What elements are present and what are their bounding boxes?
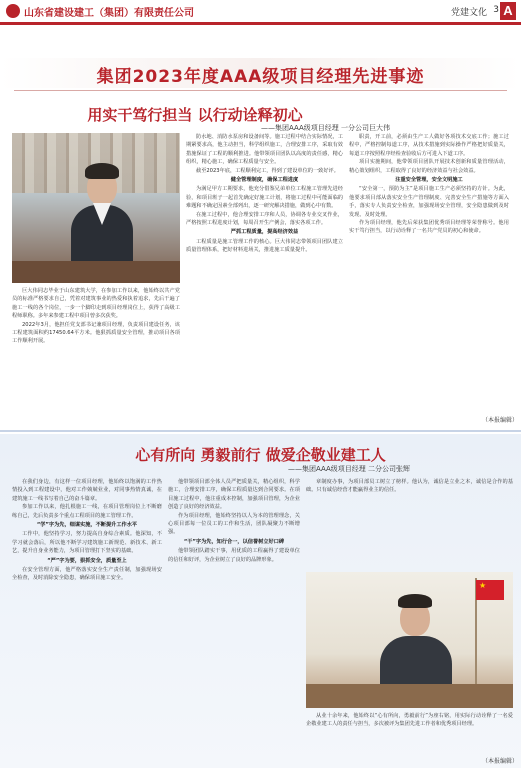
paragraph: 他带领项目部全体人员严把质量关，精心组织，科学施工，合理安排工序，确保工程质量达到合同要求。在项目施工过程中，他注重成本控制，加强项目管理，为企业创造了良好的经济效益。	[168, 479, 300, 511]
section-name: 党建文化	[450, 8, 487, 18]
page-number: 3	[493, 5, 499, 15]
subheading: “严”字为要，狠抓安全，质量至上	[47, 557, 127, 564]
subheading: 严抓工程质量，提高经济效益	[230, 229, 299, 236]
main-title: 集团2023年度AAA级项目经理先进事迹	[96, 67, 425, 87]
paragraph: 工作中，他坚持学习，努力提高自身综合素质。他深知，不学习就会落后，所以他不断学习建筑施工新规范、新技术、新工艺，提升自身业务能力，为项目管理打下坚实的基础。	[12, 531, 162, 555]
paragraph: 作为项目经理，他先后荣获集团优秀项目经理等荣誉称号。他用实干笃行担当，以行动诠释了一名共产党员的初心和使命。	[349, 220, 509, 235]
title-divider	[14, 90, 507, 91]
paragraph: 参加工作以来，他扎根施工一线，在项目管理岗位上不断磨练自己，先后负责多个重点工程项目的施工管理工作。	[12, 504, 162, 519]
paragraph: “安全第一，预防为主”是项目施工生产必须坚持的方针。为此，他要求项目部从落实安全生产管理制度、完善安全生产措施等方面入手，落实专人负责安全检查，加强现场安全管理，安全隐患做到及时发现、及时处理。	[349, 186, 509, 218]
subheading: “学”字为先，细谋实施，不断提升工作水平	[36, 522, 138, 529]
paragraph: 在安全管理方面，他严格落实安全生产责任制，加强现场安全检查，及时消除安全隐患，确保项目施工安全。	[12, 567, 162, 582]
article2-column2	[168, 478, 300, 760]
subheading: 注重安全管理，安全文明施工	[395, 177, 463, 184]
company-name: 山东省建设建工（集团）有限责任公司	[24, 8, 194, 19]
paragraph: 他带领团队踏实干事，用优质的工程赢得了建设单位的信任和好评，为企业树立了良好的品牌形象。	[168, 548, 300, 563]
paragraph: 项目实施期间，他带领项目团队开展技术创新和质量管理活动，精心策划组织，工程取得了良好的经济效益与社会效益。	[349, 159, 509, 174]
paragraph: 2022年3月，他担任党支部书记兼项目经理，负责项目建设任务，该工程建筑面积约17450.64平方米。他狠抓质量安全管理，推动项目各项工作顺利开展。	[12, 321, 180, 345]
article1-column1	[12, 287, 180, 425]
editor-note: （本报编辑）	[482, 758, 519, 765]
paragraph: 职责，开工前，必须由生产工人做好各项技术交底工作；施工过程中，严格控制每道工序，从技术措施到实际操作严格把好质量关，每道工序按照程序经检查验收后方可进入下道工序。	[349, 134, 509, 157]
article1-photo	[12, 133, 180, 283]
section-divider	[0, 430, 521, 432]
company-logo-icon	[6, 4, 20, 18]
article2-column3-bottom	[306, 712, 513, 756]
page-header	[0, 0, 521, 25]
paragraph: 从业十余年来，他始终以“心有所向，勇毅前行”为座右铭，用实际行动诠释了一名爱企敬业建工人的责任与担当，多次被评为集团先进工作者和优秀项目经理。	[306, 713, 513, 728]
paragraph: 作为项目经理，他始终坚持以人为本的管理理念，关心项目部每一位员工的工作和生活，团队凝聚力不断增强。	[168, 512, 300, 536]
editor-note: （本报编辑）	[482, 417, 519, 424]
article2-photo	[306, 572, 513, 708]
paragraph: 截至2023年底，工程顺利完工，得到了建设单位的一致好评。	[196, 167, 339, 174]
paragraph: 为满足甲方工期要求，他充分借鉴兄弟单位工程施工管理先进经验，和项目班子一起首先确定好施工计划，将施工过程中可能面临的难题和不确定因素全部列出，逐一研究解决措施，做到心中有数。	[186, 186, 343, 210]
article2-column3-top	[306, 478, 513, 568]
paragraph: 章制度办事，为项目部员工树立了榜样。他认为，诚信是立业之本，诚信是合作的基础。只有诚信经营才能赢得业主的信任。	[306, 479, 513, 494]
subheading: 健全管理制度，确保工程进度	[230, 177, 299, 184]
subheading: “干”字为先，知行合一，以信誉树立好口碑	[183, 538, 285, 545]
paragraph: 防水地、消防水泵房和设备间等。施工过程中结合实际情况，工期紧要求高，他主动担当，科学组织施工，合理安排工序，采取有效措施保证了工程的顺利推进。他带领项目团队以高度的责任感，精心组织，精心施工，确保工程质量与安全。	[186, 134, 343, 166]
star-icon: ★	[479, 581, 487, 590]
article2-title: 心有所向 勇毅前行 做爱企敬业建工人	[135, 446, 386, 464]
desk	[306, 684, 513, 708]
article1-byline: ——集团AAA级项目经理 一分公司巨大伟	[261, 124, 390, 132]
paragraph: 工程质量是施工管理工作的核心。巨大伟同志带领项目团队建立质量管理体系，把好材料进场关，推进施工质量提升。	[186, 238, 343, 254]
page-badge: A	[500, 2, 516, 20]
paragraph: 在我们身边，有这样一位项目经理，他始终以饱满的工作热情投入到工程建设中，他对工作兢兢业业，对同事热情真诚，在建筑施工一线书写着自己的奋斗篇章。	[12, 479, 162, 502]
desk	[12, 261, 180, 283]
article2-column1	[12, 478, 162, 760]
paragraph: 在施工过程中，他合理安排工序和人员，协调各专业交叉作业，严格按照工程进度计划，每周召开生产例会，落实各项工作。	[186, 211, 343, 227]
article1-column2	[186, 133, 343, 425]
paragraph: 巨大伟同志毕业于山东建筑大学，在参加工作以来，他始终以共产党员的标准严格要求自己，凭着对建筑事业的热爱和执着追求，先后干遍了施工一线的各个岗位，一步一个脚印走到项目经理岗位上，获得了高级工程师职称。多年来参建工程中项目曾多次获奖。	[12, 288, 180, 320]
article1-column3	[349, 133, 509, 413]
article2-byline: ——集团AAA级项目经理 二分公司张辉	[288, 465, 410, 473]
article1-title: 用实干笃行担当 以行动诠释初心	[87, 106, 303, 124]
